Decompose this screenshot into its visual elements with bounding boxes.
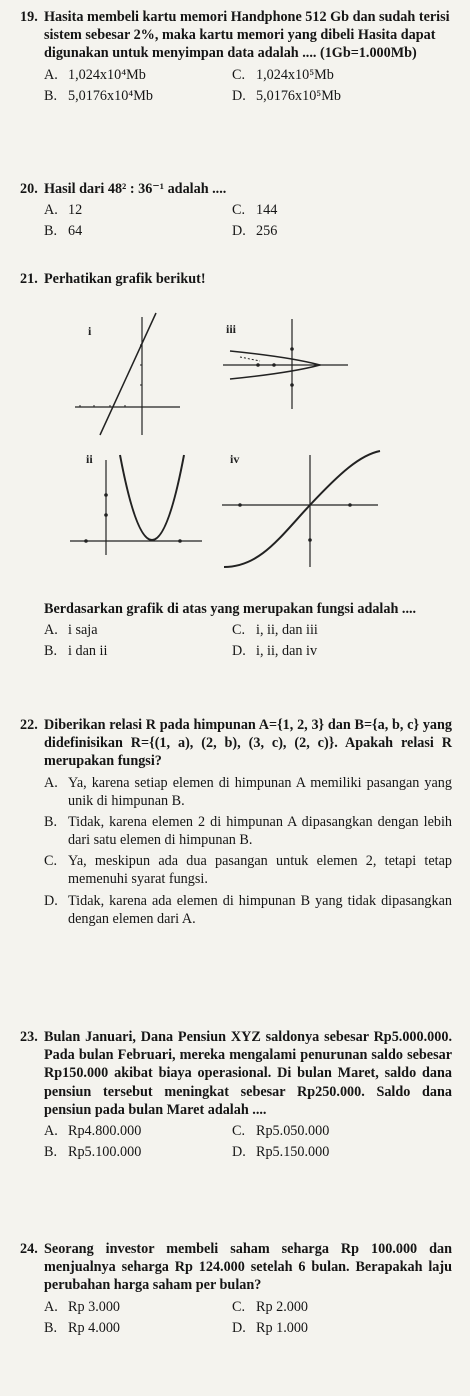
- option-text: 64: [68, 223, 83, 240]
- option-b[interactable]: [44, 813, 452, 849]
- option-label: C.: [232, 622, 246, 639]
- option-label: C.: [232, 1122, 246, 1139]
- question-23: [20, 1028, 452, 1161]
- option-text: 1,024x10⁴Mb: [68, 66, 146, 83]
- question-23-stem-row: [20, 1028, 452, 1119]
- option-text: Rp4.800.000: [68, 1122, 142, 1139]
- option-label: A.: [44, 622, 58, 639]
- question-number: 20.: [20, 181, 38, 197]
- option-a[interactable]: [44, 66, 232, 84]
- option-label: A.: [44, 774, 58, 791]
- option-text: 5,0176x10⁴Mb: [68, 87, 153, 104]
- question-22-stem-row: [20, 716, 452, 771]
- question-number: 23.: [20, 1029, 38, 1045]
- option-label: D.: [232, 1319, 246, 1336]
- question-number: 21.: [20, 271, 38, 287]
- graph-label-ii: ii: [86, 452, 93, 466]
- option-d[interactable]: [232, 222, 442, 240]
- option-b[interactable]: [44, 642, 232, 660]
- question-21-prompt: [20, 600, 452, 661]
- question-stem: Bulan Januari, Dana Pensiun XYZ saldonya sebesar Rp5.000.000. Pada bulan Februari, mereka mengalami penurunan saldo sebesar Rp150.000 akibat biaya operasional. Di bulan Maret, saldo dana pensiun tersebut meningkat sebesar Rp250.000. Saldo dana pensiun pada bulan Maret adalah ....: [44, 1029, 452, 1118]
- option-b[interactable]: [44, 222, 232, 240]
- tick-marks: [80, 345, 144, 409]
- option-text: 144: [256, 202, 278, 219]
- option-a[interactable]: [44, 621, 232, 639]
- options-grid: [44, 66, 452, 105]
- option-text: Rp5.100.000: [68, 1144, 142, 1161]
- option-text: Rp 2.000: [256, 1298, 309, 1315]
- option-label: C.: [44, 853, 58, 870]
- question-24: [20, 1240, 452, 1337]
- option-text: 5,0176x10⁵Mb: [256, 87, 341, 104]
- option-label: D.: [232, 1144, 246, 1161]
- options-grid: [44, 201, 452, 240]
- option-a[interactable]: [44, 1298, 232, 1316]
- options-grid: [44, 1122, 452, 1161]
- s-curve: [224, 451, 380, 567]
- question-number: 22.: [20, 717, 38, 733]
- option-text: Rp5.050.000: [256, 1122, 330, 1139]
- option-text: Tidak, karena elemen 2 di himpunan A dipasangkan dengan lebih dari satu elemen di himpunan B.: [68, 813, 452, 849]
- option-c[interactable]: [232, 1298, 442, 1316]
- question-20: [20, 180, 452, 241]
- option-label: B.: [44, 1319, 58, 1336]
- option-c[interactable]: [232, 66, 442, 84]
- option-text: 1,024x10⁵Mb: [256, 66, 334, 83]
- option-d[interactable]: [232, 1143, 442, 1161]
- option-c[interactable]: [232, 1122, 442, 1140]
- option-b[interactable]: [44, 1319, 232, 1337]
- question-stem: Hasita membeli kartu memori Handphone 512 Gb dan sudah terisi sistem sebesar 2%, maka kartu memori yang dibeli Hasita dapat digunakan untuk menyimpan data adalah .... (1Gb=1.000Mb): [44, 9, 450, 62]
- options-grid: [44, 1298, 452, 1337]
- question-stem: Hasil dari 48² : 36⁻¹ adalah ....: [44, 181, 227, 197]
- option-d[interactable]: [232, 642, 442, 660]
- option-label: C.: [232, 66, 246, 83]
- option-text: Ya, karena setiap elemen di himpunan A memiliki pasangan yang unik di himpunan B.: [68, 774, 452, 809]
- option-text: i saja: [68, 622, 98, 639]
- option-text: Rp 3.000: [68, 1298, 121, 1315]
- question-24-stem-row: [20, 1240, 452, 1295]
- option-text: Rp 4.000: [68, 1319, 121, 1336]
- question-21-prompt-row: [20, 600, 452, 618]
- option-label: B.: [44, 1144, 58, 1161]
- option-text: i, ii, dan iv: [256, 643, 318, 660]
- option-a[interactable]: [44, 201, 232, 219]
- indent-spacer: [20, 600, 44, 618]
- question-21: [20, 270, 452, 288]
- option-label: B.: [44, 643, 58, 660]
- question-22: [20, 716, 452, 928]
- option-text: Tidak, karena ada elemen di himpunan B yang tidak dipasangkan dengan elemen dari A.: [68, 892, 452, 927]
- option-label: C.: [232, 202, 246, 219]
- option-text: Rp5.150.000: [256, 1144, 330, 1161]
- option-label: A.: [44, 66, 58, 83]
- graph-i: [75, 313, 180, 435]
- option-d[interactable]: [44, 892, 452, 928]
- graph-label-i: i: [88, 324, 92, 338]
- graph-label-iii: iii: [226, 322, 237, 336]
- function-graphs: [60, 305, 440, 605]
- question-number: 24.: [20, 1241, 38, 1257]
- option-label: D.: [232, 87, 246, 104]
- question-prompt: Berdasarkan grafik di atas yang merupakan fungsi adalah ....: [44, 601, 417, 617]
- graph-ii: [70, 452, 202, 555]
- option-c[interactable]: [232, 621, 442, 639]
- question-stem: Diberikan relasi R pada himpunan A={1, 2, 3} dan B={a, b, c} yang didefinisikan R={(1, a), (2, b), (3, c), (2, c)}. Apakah relasi R merupakan fungsi?: [44, 717, 452, 770]
- option-a[interactable]: [44, 1122, 232, 1140]
- question-20-stem-row: [20, 180, 452, 198]
- option-label: D.: [232, 223, 246, 240]
- option-b[interactable]: [44, 87, 232, 105]
- option-d[interactable]: [232, 1319, 442, 1337]
- question-stem: Seorang investor membeli saham seharga Rp 100.000 dan menjualnya seharga Rp 124.000 setelah 6 bulan. Berapakah laju perubahan harga saham per bulan?: [44, 1241, 452, 1294]
- linear-line: [100, 313, 156, 435]
- options-grid: [44, 621, 452, 660]
- parabola: [120, 455, 184, 540]
- option-label: D.: [232, 643, 246, 660]
- option-a[interactable]: [44, 774, 452, 810]
- option-text: Rp 1.000: [256, 1319, 309, 1336]
- option-text: i, ii, dan iii: [256, 622, 318, 639]
- option-label: B.: [44, 87, 58, 104]
- question-21-stem-row: [20, 270, 452, 288]
- option-d[interactable]: [232, 87, 442, 105]
- question-19: [20, 8, 452, 105]
- question-19-stem-row: [20, 8, 452, 63]
- option-text: 12: [68, 202, 83, 219]
- question-stem: Perhatikan grafik berikut!: [44, 271, 206, 287]
- option-label: A.: [44, 202, 58, 219]
- option-text: Ya, meskipun ada dua pasangan untuk elemen 2, tetapi tetap memenuhi syarat fungsi.: [68, 853, 452, 888]
- option-c[interactable]: [44, 852, 452, 888]
- option-label: C.: [232, 1298, 246, 1315]
- question-number: 19.: [20, 9, 38, 25]
- option-label: D.: [44, 892, 58, 909]
- option-b[interactable]: [44, 1143, 232, 1161]
- option-text: 256: [256, 223, 278, 240]
- graph-iv: [222, 451, 380, 567]
- graph-label-iv: iv: [230, 452, 240, 466]
- option-label: A.: [44, 1122, 58, 1139]
- option-label: B.: [44, 813, 58, 830]
- option-text: i dan ii: [68, 643, 108, 660]
- option-label: B.: [44, 223, 58, 240]
- option-label: A.: [44, 1298, 58, 1315]
- graph-iii: [223, 319, 348, 409]
- option-c[interactable]: [232, 201, 442, 219]
- options-list: [44, 774, 452, 928]
